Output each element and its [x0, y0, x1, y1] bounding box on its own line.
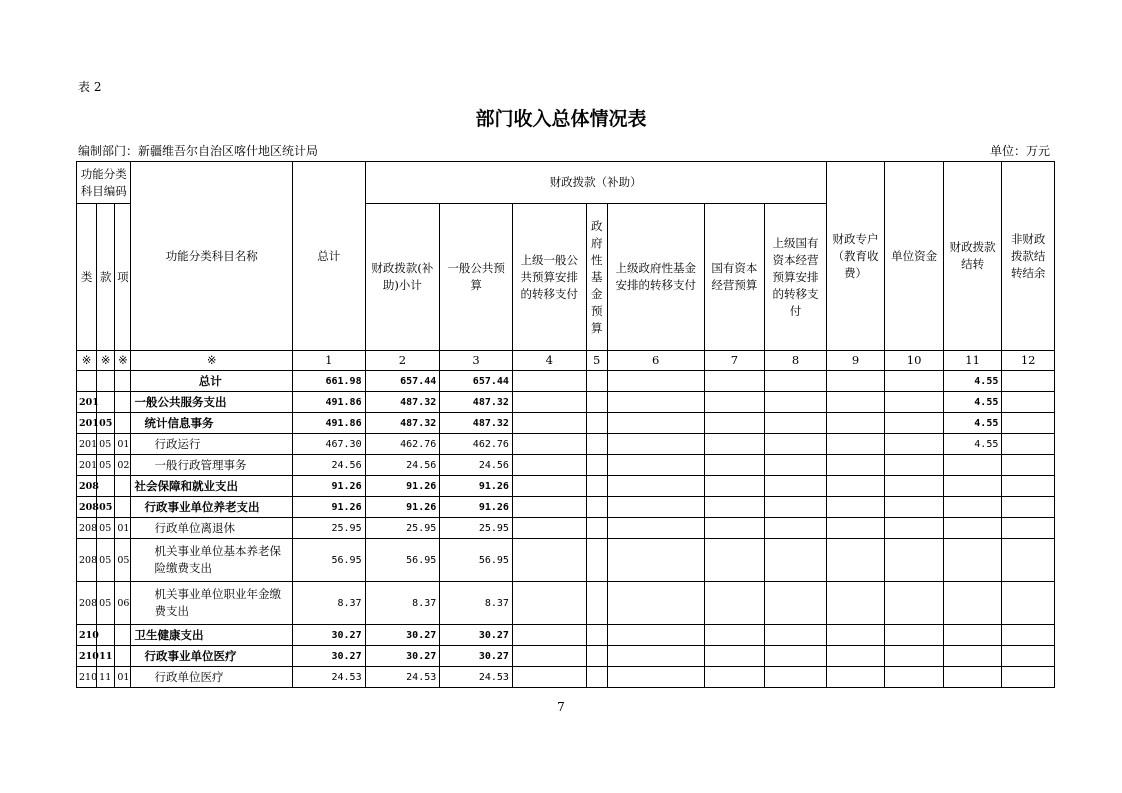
upper-capital-cell — [765, 392, 827, 413]
state-capital-cell — [704, 518, 765, 539]
code-kuan-cell — [97, 625, 115, 646]
code-lei-cell: 201 — [77, 392, 97, 413]
table-row — [77, 455, 1055, 476]
header-fiscal-group: 财政拨款（补助） — [365, 162, 826, 204]
upper-general-cell — [512, 371, 586, 392]
unit-funds-cell — [885, 667, 944, 688]
upper-capital-cell — [765, 625, 827, 646]
state-capital-cell — [704, 455, 765, 476]
table-row — [77, 518, 1055, 539]
upper-general-cell — [512, 455, 586, 476]
upper-fund-cell — [607, 476, 704, 497]
table-row — [77, 434, 1055, 455]
total-cell: 8.37 — [292, 582, 365, 625]
general-budget-cell: 30.27 — [440, 646, 513, 667]
index-cell: 4 — [512, 351, 586, 371]
fiscal-carryover-cell — [943, 476, 1002, 497]
general-budget-cell: 30.27 — [440, 625, 513, 646]
table-row — [77, 667, 1055, 688]
general-budget-cell: 487.32 — [440, 413, 513, 434]
unit-funds-cell — [885, 518, 944, 539]
nonfiscal-carryover-cell — [1002, 625, 1055, 646]
index-cell: 7 — [704, 351, 765, 371]
gov-fund-cell — [586, 667, 607, 688]
header-upper-capital: 上级国有资本经营预算安排的转移支付 — [765, 204, 827, 351]
upper-capital-cell — [765, 646, 827, 667]
index-cell: 10 — [885, 351, 944, 371]
header-nonfiscal-carryover: 非财政拨款结转结余 — [1002, 162, 1055, 351]
code-lei-cell: 208 — [77, 518, 97, 539]
fiscal-carryover-cell — [943, 582, 1002, 625]
general-budget-cell: 8.37 — [440, 582, 513, 625]
fiscal-special-cell — [826, 539, 885, 582]
upper-fund-cell — [607, 518, 704, 539]
fiscal-carryover-cell — [943, 539, 1002, 582]
table-label: 表 2 — [78, 80, 102, 94]
unit-funds-cell — [885, 625, 944, 646]
total-cell: 56.95 — [292, 539, 365, 582]
item-name-cell: 总计 — [131, 371, 292, 392]
index-cell: 6 — [607, 351, 704, 371]
compiling-department: 编制部门：新疆维吾尔自治区喀什地区统计局 — [78, 144, 319, 158]
header-xiang: 项 — [115, 204, 131, 351]
unit-funds-cell — [885, 371, 944, 392]
income-summary-table — [76, 161, 1055, 688]
gov-fund-cell — [586, 455, 607, 476]
header-total: 总计 — [292, 162, 365, 351]
code-lei-cell: 210 — [77, 625, 97, 646]
fiscal-subtotal-cell: 24.56 — [365, 455, 440, 476]
table-row — [77, 582, 1055, 625]
fiscal-carryover-cell: 4.55 — [943, 413, 1002, 434]
upper-fund-cell — [607, 434, 704, 455]
gov-fund-cell — [586, 413, 607, 434]
fiscal-special-cell — [826, 434, 885, 455]
unit-funds-cell — [885, 413, 944, 434]
code-xiang-cell — [115, 625, 131, 646]
state-capital-cell — [704, 392, 765, 413]
upper-capital-cell — [765, 434, 827, 455]
unit-funds-cell — [885, 455, 944, 476]
general-budget-cell: 24.53 — [440, 667, 513, 688]
fiscal-subtotal-cell: 487.32 — [365, 392, 440, 413]
code-lei-cell: 208 — [77, 582, 97, 625]
general-budget-cell: 487.32 — [440, 392, 513, 413]
state-capital-cell — [704, 582, 765, 625]
fiscal-subtotal-cell: 487.32 — [365, 413, 440, 434]
upper-capital-cell — [765, 371, 827, 392]
code-kuan-cell: 05 — [97, 582, 115, 625]
code-xiang-cell: 02 — [115, 455, 131, 476]
upper-capital-cell — [765, 455, 827, 476]
upper-general-cell — [512, 476, 586, 497]
index-cell: 5 — [586, 351, 607, 371]
page-number: 7 — [557, 700, 565, 714]
unit-funds-cell — [885, 392, 944, 413]
table-row — [77, 413, 1055, 434]
code-lei-cell: 208 — [77, 497, 97, 518]
fiscal-carryover-cell — [943, 497, 1002, 518]
upper-fund-cell — [607, 539, 704, 582]
index-cell: ※ — [115, 351, 131, 371]
fiscal-carryover-cell — [943, 625, 1002, 646]
upper-capital-cell — [765, 413, 827, 434]
state-capital-cell — [704, 371, 765, 392]
code-lei-cell: 201 — [77, 413, 97, 434]
code-kuan-cell: 11 — [97, 646, 115, 667]
nonfiscal-carryover-cell — [1002, 392, 1055, 413]
code-lei-cell: 208 — [77, 539, 97, 582]
total-cell: 661.98 — [292, 371, 365, 392]
general-budget-cell: 657.44 — [440, 371, 513, 392]
fiscal-special-cell — [826, 582, 885, 625]
code-kuan-cell — [97, 371, 115, 392]
total-cell: 91.26 — [292, 497, 365, 518]
total-cell: 491.86 — [292, 413, 365, 434]
item-name-cell: 卫生健康支出 — [131, 625, 292, 646]
gov-fund-cell — [586, 582, 607, 625]
item-name-cell: 一般行政管理事务 — [131, 455, 292, 476]
unit-funds-cell — [885, 497, 944, 518]
header-upper-fund: 上级政府性基金安排的转移支付 — [607, 204, 704, 351]
gov-fund-cell — [586, 625, 607, 646]
fiscal-subtotal-cell: 24.53 — [365, 667, 440, 688]
fiscal-subtotal-cell: 56.95 — [365, 539, 440, 582]
upper-general-cell — [512, 582, 586, 625]
total-cell: 25.95 — [292, 518, 365, 539]
code-kuan-cell — [97, 392, 115, 413]
fiscal-subtotal-cell: 91.26 — [365, 476, 440, 497]
unit-funds-cell — [885, 539, 944, 582]
code-xiang-cell: 05 — [115, 539, 131, 582]
unit-funds-cell — [885, 646, 944, 667]
upper-fund-cell — [607, 392, 704, 413]
upper-general-cell — [512, 413, 586, 434]
header-fiscal-carryover: 财政拨款结转 — [943, 162, 1002, 351]
fiscal-carryover-cell — [943, 518, 1002, 539]
index-cell: 1 — [292, 351, 365, 371]
fiscal-special-cell — [826, 646, 885, 667]
upper-fund-cell — [607, 455, 704, 476]
gov-fund-cell — [586, 371, 607, 392]
nonfiscal-carryover-cell — [1002, 371, 1055, 392]
nonfiscal-carryover-cell — [1002, 497, 1055, 518]
upper-general-cell — [512, 497, 586, 518]
code-kuan-cell: 05 — [97, 455, 115, 476]
item-name-cell: 行政单位医疗 — [131, 667, 292, 688]
header-code-group: 功能分类科目编码 — [77, 162, 131, 204]
index-cell: 2 — [365, 351, 440, 371]
nonfiscal-carryover-cell — [1002, 582, 1055, 625]
table-row — [77, 646, 1055, 667]
code-lei-cell — [77, 371, 97, 392]
upper-general-cell — [512, 518, 586, 539]
header-general-budget: 一般公共预算 — [440, 204, 513, 351]
code-xiang-cell — [115, 371, 131, 392]
fiscal-carryover-cell — [943, 667, 1002, 688]
upper-general-cell — [512, 625, 586, 646]
index-cell: ※ — [131, 351, 292, 371]
item-name-cell: 行政事业单位医疗 — [131, 646, 292, 667]
index-cell: 9 — [826, 351, 885, 371]
header-state-capital: 国有资本经营预算 — [704, 204, 765, 351]
unit-funds-cell — [885, 476, 944, 497]
header-kuan: 款 — [97, 204, 115, 351]
general-budget-cell: 91.26 — [440, 497, 513, 518]
upper-capital-cell — [765, 518, 827, 539]
total-cell: 24.56 — [292, 455, 365, 476]
code-xiang-cell: 06 — [115, 582, 131, 625]
nonfiscal-carryover-cell — [1002, 646, 1055, 667]
header-unit-funds: 单位资金 — [885, 162, 944, 351]
nonfiscal-carryover-cell — [1002, 434, 1055, 455]
fiscal-subtotal-cell: 25.95 — [365, 518, 440, 539]
code-kuan-cell: 05 — [97, 518, 115, 539]
gov-fund-cell — [586, 497, 607, 518]
unit-funds-cell — [885, 582, 944, 625]
gov-fund-cell — [586, 539, 607, 582]
code-kuan-cell: 11 — [97, 667, 115, 688]
page-title: 部门收入总体情况表 — [475, 108, 647, 130]
code-xiang-cell: 01 — [115, 434, 131, 455]
fiscal-subtotal-cell: 91.26 — [365, 497, 440, 518]
item-name-cell: 行政事业单位养老支出 — [131, 497, 292, 518]
nonfiscal-carryover-cell — [1002, 476, 1055, 497]
item-name-cell: 行政运行 — [131, 434, 292, 455]
total-cell: 467.30 — [292, 434, 365, 455]
index-cell: 8 — [765, 351, 827, 371]
code-kuan-cell: 05 — [97, 497, 115, 518]
gov-fund-cell — [586, 476, 607, 497]
state-capital-cell — [704, 413, 765, 434]
table-row — [77, 539, 1055, 582]
header-fiscal-subtotal: 财政拨款(补助)小计 — [365, 204, 440, 351]
code-xiang-cell — [115, 646, 131, 667]
header-lei: 类 — [77, 204, 97, 351]
header-upper-general: 上级一般公共预算安排的转移支付 — [512, 204, 586, 351]
state-capital-cell — [704, 667, 765, 688]
fiscal-subtotal-cell: 657.44 — [365, 371, 440, 392]
upper-fund-cell — [607, 646, 704, 667]
fiscal-special-cell — [826, 371, 885, 392]
fiscal-special-cell — [826, 625, 885, 646]
gov-fund-cell — [586, 646, 607, 667]
gov-fund-cell — [586, 434, 607, 455]
table-row — [77, 497, 1055, 518]
item-name-cell: 社会保障和就业支出 — [131, 476, 292, 497]
state-capital-cell — [704, 539, 765, 582]
upper-capital-cell — [765, 582, 827, 625]
code-kuan-cell: 05 — [97, 413, 115, 434]
upper-capital-cell — [765, 476, 827, 497]
table-row — [77, 476, 1055, 497]
table-body — [77, 371, 1055, 688]
table-row — [77, 371, 1055, 392]
fiscal-special-cell — [826, 518, 885, 539]
total-cell: 30.27 — [292, 625, 365, 646]
code-lei-cell: 208 — [77, 476, 97, 497]
state-capital-cell — [704, 646, 765, 667]
fiscal-special-cell — [826, 667, 885, 688]
item-name-cell: 行政单位离退休 — [131, 518, 292, 539]
index-cell: 3 — [440, 351, 513, 371]
fiscal-subtotal-cell: 30.27 — [365, 625, 440, 646]
fiscal-carryover-cell — [943, 646, 1002, 667]
fiscal-subtotal-cell: 30.27 — [365, 646, 440, 667]
general-budget-cell: 462.76 — [440, 434, 513, 455]
upper-fund-cell — [607, 497, 704, 518]
code-kuan-cell: 05 — [97, 434, 115, 455]
table-row — [77, 625, 1055, 646]
index-cell: 11 — [943, 351, 1002, 371]
code-kuan-cell: 05 — [97, 539, 115, 582]
fiscal-special-cell — [826, 476, 885, 497]
item-name-cell: 统计信息事务 — [131, 413, 292, 434]
code-xiang-cell: 01 — [115, 667, 131, 688]
total-cell: 91.26 — [292, 476, 365, 497]
fiscal-carryover-cell: 4.55 — [943, 392, 1002, 413]
fiscal-carryover-cell: 4.55 — [943, 434, 1002, 455]
upper-fund-cell — [607, 667, 704, 688]
state-capital-cell — [704, 434, 765, 455]
upper-general-cell — [512, 667, 586, 688]
upper-capital-cell — [765, 497, 827, 518]
index-cell: ※ — [97, 351, 115, 371]
index-cell: ※ — [77, 351, 97, 371]
fiscal-special-cell — [826, 455, 885, 476]
header-gov-fund: 政府性基金预算 — [586, 204, 607, 351]
upper-capital-cell — [765, 539, 827, 582]
general-budget-cell: 56.95 — [440, 539, 513, 582]
nonfiscal-carryover-cell — [1002, 539, 1055, 582]
upper-fund-cell — [607, 371, 704, 392]
total-cell: 491.86 — [292, 392, 365, 413]
nonfiscal-carryover-cell — [1002, 667, 1055, 688]
item-name-cell: 一般公共服务支出 — [131, 392, 292, 413]
unit-funds-cell — [885, 434, 944, 455]
fiscal-special-cell — [826, 392, 885, 413]
general-budget-cell: 25.95 — [440, 518, 513, 539]
code-xiang-cell — [115, 392, 131, 413]
index-cell: 12 — [1002, 351, 1055, 371]
nonfiscal-carryover-cell — [1002, 413, 1055, 434]
upper-general-cell — [512, 539, 586, 582]
upper-general-cell — [512, 392, 586, 413]
header-fiscal-special: 财政专户（教育收费） — [826, 162, 885, 351]
fiscal-subtotal-cell: 462.76 — [365, 434, 440, 455]
fiscal-subtotal-cell: 8.37 — [365, 582, 440, 625]
fiscal-carryover-cell: 4.55 — [943, 371, 1002, 392]
code-lei-cell: 201 — [77, 455, 97, 476]
code-lei-cell: 210 — [77, 646, 97, 667]
code-kuan-cell — [97, 476, 115, 497]
upper-general-cell — [512, 646, 586, 667]
nonfiscal-carryover-cell — [1002, 455, 1055, 476]
code-lei-cell: 201 — [77, 434, 97, 455]
total-cell: 30.27 — [292, 646, 365, 667]
fiscal-special-cell — [826, 497, 885, 518]
gov-fund-cell — [586, 518, 607, 539]
unit-label: 单位：万元 — [990, 144, 1051, 158]
general-budget-cell: 24.56 — [440, 455, 513, 476]
total-cell: 24.53 — [292, 667, 365, 688]
code-lei-cell: 210 — [77, 667, 97, 688]
state-capital-cell — [704, 625, 765, 646]
general-budget-cell: 91.26 — [440, 476, 513, 497]
upper-capital-cell — [765, 667, 827, 688]
header-name: 功能分类科目名称 — [131, 162, 292, 351]
code-xiang-cell — [115, 413, 131, 434]
code-xiang-cell — [115, 497, 131, 518]
gov-fund-cell — [586, 392, 607, 413]
code-xiang-cell — [115, 476, 131, 497]
code-xiang-cell: 01 — [115, 518, 131, 539]
item-name-cell: 机关事业单位职业年金缴费支出 — [131, 582, 292, 625]
fiscal-special-cell — [826, 413, 885, 434]
table-row — [77, 392, 1055, 413]
upper-fund-cell — [607, 413, 704, 434]
upper-fund-cell — [607, 582, 704, 625]
upper-fund-cell — [607, 625, 704, 646]
state-capital-cell — [704, 476, 765, 497]
upper-general-cell — [512, 434, 586, 455]
item-name-cell: 机关事业单位基本养老保险缴费支出 — [131, 539, 292, 582]
nonfiscal-carryover-cell — [1002, 518, 1055, 539]
fiscal-carryover-cell — [943, 455, 1002, 476]
state-capital-cell — [704, 497, 765, 518]
